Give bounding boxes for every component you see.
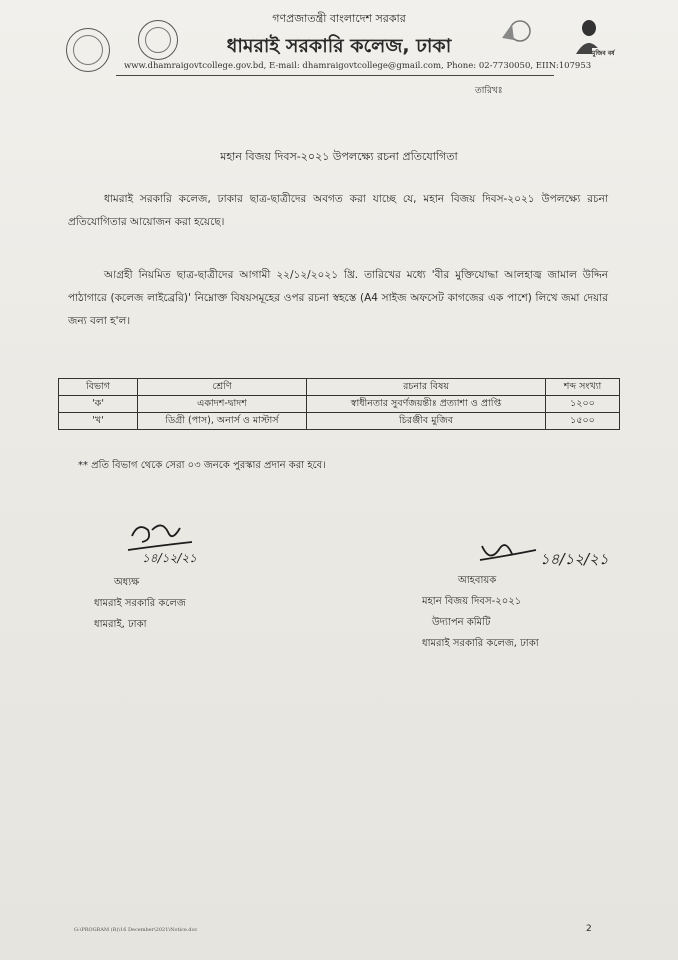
signatory-line: ধামরাই, ঢাকা (94, 619, 147, 630)
signatory-line: মহান বিজয় দিবস-২০২১ (422, 596, 522, 607)
mujib-badge-text: মুজিব বর্ষ (592, 50, 615, 57)
table-cell: ডিগ্রী (পাস), অনার্স ও মাস্টার্স (138, 413, 307, 430)
table-header-row (59, 379, 620, 396)
table-header-cell: রচনার বিষয় (307, 379, 546, 396)
principal-signature-date: ১৪/১২/২১ (142, 551, 197, 565)
notice-paragraph-1: ধামরাই সরকারি কলেজ, ঢাকার ছাত্র-ছাত্রীদের অবগত করা যাচ্ছে যে, মহান বিজয় দিবস-২০২১ উপলক্ষ্যে রচনা প্রতিযোগিতার আয়োজন করা হয়েছে। (68, 193, 608, 228)
notice-subject: মহান বিজয় দিবস-২০২১ উপলক্ষ্যে রচনা প্রতিযোগিতা (220, 150, 458, 163)
header-divider (116, 75, 554, 76)
convener-signature-block (422, 570, 539, 654)
page-number: 2 (586, 924, 592, 934)
table-header-cell: শব্দ সংখ্যা (546, 379, 620, 396)
table-cell: ১৫০০ (546, 413, 620, 430)
convener-signature (476, 536, 540, 570)
table-cell: ১২০০ (546, 396, 620, 413)
signatory-line: উদ্যাপন কমিটি (432, 617, 491, 628)
date-label: তারিখঃ (475, 86, 503, 96)
table-row (59, 396, 620, 413)
convener-signature-date: ১৪/১২/২১ (540, 550, 609, 568)
signatory-title: অধ্যক্ষ (114, 577, 140, 588)
signatory-title: আহবায়ক (458, 575, 497, 586)
table-cell: স্বাধীনতার সুবর্ণজয়ন্তীঃ প্রত্যাশা ও প্রাপ্তি (307, 396, 546, 413)
table-cell: 'খ' (59, 413, 138, 430)
table-cell: চিরঞ্জীব মুজিব (307, 413, 546, 430)
signatory-line: ধামরাই সরকারি কলেজ (94, 598, 186, 609)
prize-note: ** প্রতি বিভাগ থেকে সেরা ০৩ জনকে পুরস্কার প্রদান করা হবে। (78, 460, 326, 471)
essay-topics-table (58, 378, 620, 430)
table-header-cell: শ্রেণি (138, 379, 307, 396)
notice-paragraph-2: আগ্রহী নিয়মিত ছাত্র-ছাত্রীদের আগামী ২২/১২/২০২১ খ্রি. তারিখের মধ্যে 'বীর মুক্তিযোদ্ধা আলহাজ্ব জামাল উদ্দিন পাঠাগারে (কলেজ লাইব্রেরি)' নিম্নোক্ত বিষয়সমূহের ওপর রচনা স্বহস্তে (A4 সাইজ অফসেট কাগজের এক পাশে) লিখে জমা দেয়ার জন্য বলা হ'ল। (68, 269, 608, 327)
signatory-line: ধামরাই সরকারি কলেজ, ঢাকা (422, 638, 539, 649)
principal-signature-block (94, 572, 186, 635)
table-cell: একাদশ-দ্বাদশ (138, 396, 307, 413)
college-name: ধামরাই সরকারি কলেজ, ঢাকা (226, 35, 452, 57)
table-row (59, 413, 620, 430)
file-path-footer: G:\PROGRAM (R)\16 December\2021\Notice.doc (74, 927, 198, 933)
government-name: গণপ্রজাতন্ত্রী বাংলাদেশ সরকার (272, 12, 406, 25)
contact-line: www.dhamraigovtcollege.gov.bd, E-mail: dhamraigovtcollege@gmail.com, Phone: 02-7730050, EIIN:107953 (124, 61, 592, 71)
table-header-cell: বিভাগ (59, 379, 138, 396)
table-cell: 'ক' (59, 396, 138, 413)
